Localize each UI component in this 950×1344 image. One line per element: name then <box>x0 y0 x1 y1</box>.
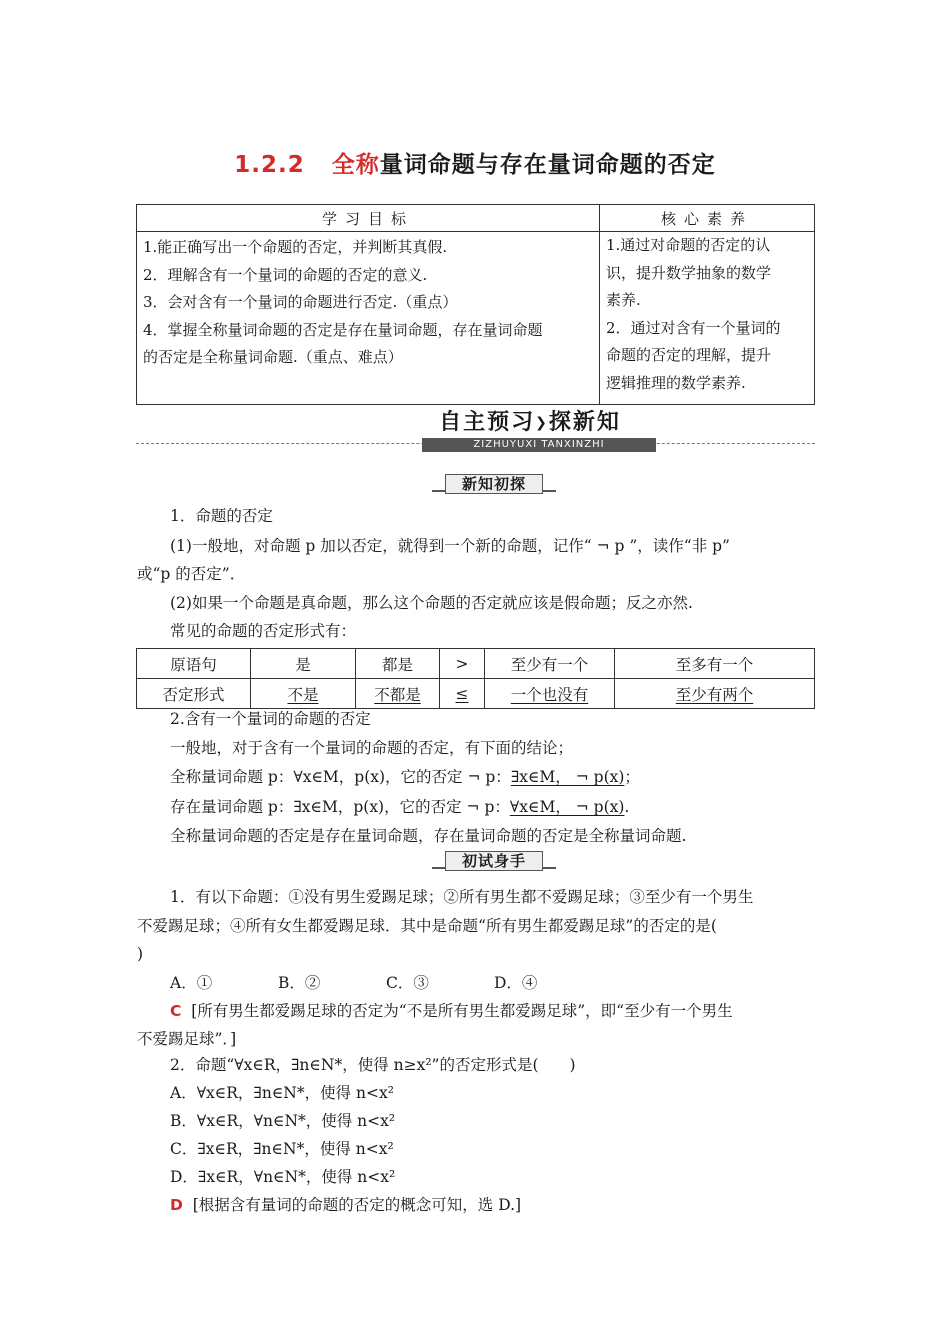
goals-left-cell <box>137 232 600 405</box>
table-cell: 至多有一个 <box>615 649 815 679</box>
existential-negation-line <box>170 793 629 821</box>
answer-blank: 一个也没有 <box>510 685 589 704</box>
option-c: C．∃x∈R，∃n∈N*，使得 n<x² <box>170 1140 394 1158</box>
answer-blank: 不都是 <box>374 685 421 704</box>
tag-new-knowledge: 新知初探 <box>445 474 543 494</box>
explanation-line: 不爱踢足球”．] <box>137 1030 237 1048</box>
heading-negation: 1．命题的否定 <box>170 507 273 525</box>
paragraph-line: 常见的命题的否定形式有： <box>170 622 357 640</box>
goals-header-left: 学习目标 <box>137 205 600 232</box>
banner-title: 自主预习 <box>439 410 536 435</box>
explanation: [根据含有量词的命题的否定的概念可知，选 D.] <box>192 1196 522 1214</box>
banner-title-2: 探新知 <box>548 410 621 435</box>
learning-goals-table <box>136 204 815 405</box>
answer-blank: 不是 <box>287 685 319 704</box>
table-cell: 否定形式 <box>137 679 251 709</box>
question-1-line: 不爱踢足球；④所有女生都爱踢足球．其中是命题“所有男生都爱踢足球”的否定的是( <box>137 917 717 935</box>
option-d: D．④ <box>494 974 538 992</box>
goal-line: 3．会对含有一个量词的命题进行否定.（重点） <box>143 293 458 311</box>
table-cell <box>485 679 615 709</box>
table-cell <box>356 679 440 709</box>
title-rest: 量词命题与存在量词命题的否定 <box>379 152 716 178</box>
literacy-line: 命题的否定的理解，提升 <box>606 346 772 364</box>
answer-blank: ≤ <box>455 684 469 703</box>
option-b: B．∀x∈R，∀n∈N*，使得 n<x² <box>170 1112 396 1130</box>
table-cell: 是 <box>251 649 356 679</box>
answer-2-line <box>170 1191 521 1219</box>
option-a: A．① <box>170 974 213 992</box>
question-2-stem: 2．命题“∀x∈R，∃n∈N*，使得 n≥x²”的否定形式是( ) <box>170 1056 576 1074</box>
answer-1-line <box>170 997 733 1025</box>
answer-blank: 至少有两个 <box>675 685 754 704</box>
answer-letter: D <box>170 1196 183 1214</box>
answer-blank: ∀x∈M， ¬ p(x) <box>509 798 625 816</box>
table-cell: 都是 <box>356 649 440 679</box>
goal-line: 2．理解含有一个量词的命题的否定的意义. <box>143 265 428 284</box>
negation-forms-table <box>136 648 815 709</box>
tag-first-try: 初试身手 <box>445 851 543 871</box>
goals-right-cell <box>600 232 815 405</box>
answer-letter: C <box>170 1002 182 1020</box>
explanation: [所有男生都爱踢足球的否定为“不是所有男生都爱踢足球”，即“至少有一个男生 <box>191 1002 733 1020</box>
table-cell <box>615 679 815 709</box>
universal-negation-line <box>170 763 640 791</box>
page-title <box>0 146 950 179</box>
table-cell: 原语句 <box>137 649 251 679</box>
punctuation: . <box>624 798 630 816</box>
question-1-line: 1．有以下命题：①没有男生爱踢足球；②所有男生都不爱踢足球；③至少有一个男生 <box>170 888 754 906</box>
paragraph-line: 或“p 的否定”． <box>137 565 246 583</box>
paragraph-line: (1)一般地，对命题 p 加以否定，就得到一个新的命题，记作“ ¬ p ”，读作“非 p” <box>170 537 730 555</box>
table-cell: > <box>440 649 485 679</box>
statement-text: 全称量词命题 p：∀x∈M，p(x)，它的否定 ¬ p： <box>170 768 511 786</box>
banner-subtitle: ZIZHUYUXI TANXINZHI <box>422 438 656 452</box>
goal-line: 1.能正确写出一个命题的否定，并判断其真假. <box>143 238 448 256</box>
literacy-line: 逻辑推理的数学素养. <box>606 373 746 392</box>
heading-quantifier-negation: 2.含有一个量词的命题的否定 <box>170 710 371 728</box>
section-banner <box>422 408 638 438</box>
table-cell: 至少有一个 <box>485 649 615 679</box>
chevron-right-icon: ❯ <box>535 415 549 431</box>
goals-header-right: 核心素养 <box>600 205 815 232</box>
literacy-line: 2．通过对含有一个量词的 <box>606 318 781 337</box>
statement-text: 存在量词命题 p：∃x∈M，p(x)，它的否定 ¬ p： <box>170 798 510 816</box>
section-number: 1.2.2 <box>234 152 305 178</box>
question-1-line: ) <box>137 945 144 963</box>
paragraph-line: 一般地，对于含有一个量词的命题的否定，有下面的结论； <box>170 739 574 757</box>
literacy-line: 素养. <box>606 291 641 309</box>
table-cell <box>440 679 485 709</box>
option-c: C．③ <box>386 974 429 992</box>
punctuation: ； <box>624 768 640 786</box>
literacy-line: 1.通过对命题的否定的认 <box>606 236 771 254</box>
table-cell <box>251 679 356 709</box>
goal-line: 4．掌握全称量词命题的否定是存在量词命题，存在量词命题 <box>143 320 543 339</box>
literacy-line: 识，提升数学抽象的数学 <box>606 263 772 282</box>
option-a: A．∀x∈R，∃n∈N*，使得 n<x² <box>170 1084 394 1102</box>
answer-blank: ∃x∈M， ¬ p(x) <box>510 768 625 786</box>
option-d: D．∃x∈R，∀n∈N*，使得 n<x² <box>170 1168 396 1186</box>
goal-line: 的否定是全称量词命题.（重点、难点） <box>143 348 403 366</box>
paragraph-line: 全称量词命题的否定是存在量词命题，存在量词命题的否定是全称量词命题. <box>170 827 687 845</box>
option-b: B．② <box>278 974 321 992</box>
title-highlight: 全称 <box>331 152 380 178</box>
paragraph-line: (2)如果一个命题是真命题，那么这个命题的否定就应该是假命题；反之亦然. <box>170 594 693 612</box>
